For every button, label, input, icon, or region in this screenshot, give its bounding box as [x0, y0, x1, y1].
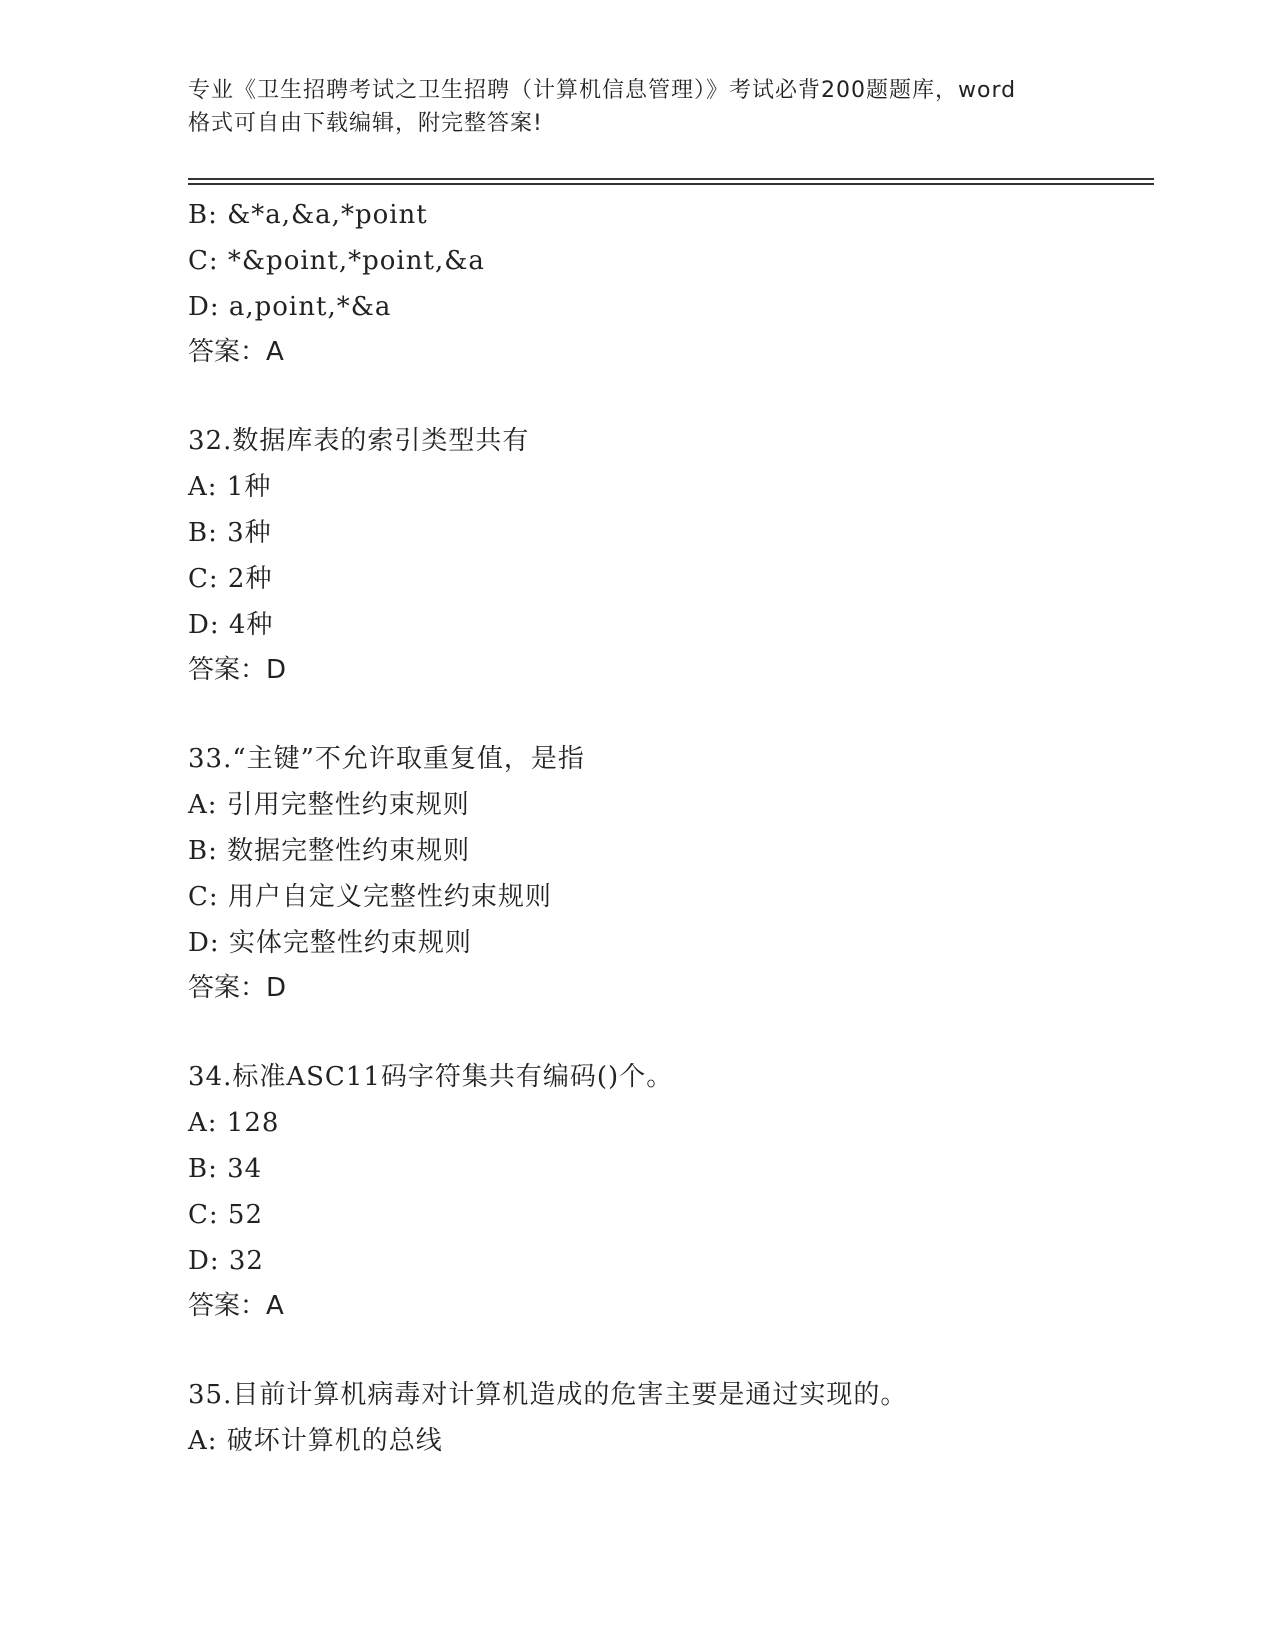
option-d: D: 实体完整性约束规则 — [188, 928, 472, 958]
question-stem: 32.数据库表的索引类型共有 — [188, 426, 530, 456]
question-list — [188, 192, 1148, 1464]
option-b: B: 数据完整性约束规则 — [188, 836, 471, 866]
header-rule-top — [188, 178, 1154, 180]
option-c: C: 用户自定义完整性约束规则 — [188, 882, 552, 912]
header-rule-bottom — [188, 183, 1154, 185]
option-c: C: *&point,*point,&a — [188, 246, 485, 276]
option-b: B: &*a,&a,*point — [188, 200, 428, 230]
option-d: D: 4种 — [188, 610, 274, 640]
option-b: B: 34 — [188, 1154, 263, 1184]
question-block-33 — [188, 736, 1148, 1010]
question-block-31 — [188, 192, 1148, 374]
option-c: C: 2种 — [188, 564, 273, 594]
question-stem: 35.目前计算机病毒对计算机造成的危害主要是通过实现的。 — [188, 1380, 908, 1410]
answer: 答案：A — [188, 1291, 284, 1321]
document-header — [188, 74, 1108, 140]
intro-line-2: 格式可自由下载编辑，附完整答案! — [188, 111, 543, 136]
option-a: A: 1种 — [188, 472, 272, 502]
spacer — [188, 374, 1148, 418]
answer: 答案：A — [188, 337, 284, 367]
spacer — [188, 692, 1148, 736]
question-block-35 — [188, 1372, 1148, 1464]
option-c: C: 52 — [188, 1200, 264, 1230]
option-d: D: 32 — [188, 1246, 264, 1276]
spacer — [188, 1010, 1148, 1054]
spacer — [188, 1328, 1148, 1372]
question-block-34 — [188, 1054, 1148, 1328]
answer: 答案：D — [188, 655, 287, 685]
option-b: B: 3种 — [188, 518, 272, 548]
intro-line-1: 专业《卫生招聘考试之卫生招聘（计算机信息管理）》考试必背200题题库，word — [188, 78, 1017, 103]
question-stem: 34.标准ASC11码字符集共有编码()个。 — [188, 1062, 674, 1092]
option-d: D: a,point,*&a — [188, 292, 392, 322]
option-a: A: 引用完整性约束规则 — [188, 790, 470, 820]
option-a: A: 128 — [188, 1108, 280, 1138]
answer: 答案：D — [188, 973, 287, 1003]
option-a: A: 破坏计算机的总线 — [188, 1426, 443, 1456]
question-stem: 33.“主键”不允许取重复值，是指 — [188, 744, 585, 774]
question-block-32 — [188, 418, 1148, 692]
